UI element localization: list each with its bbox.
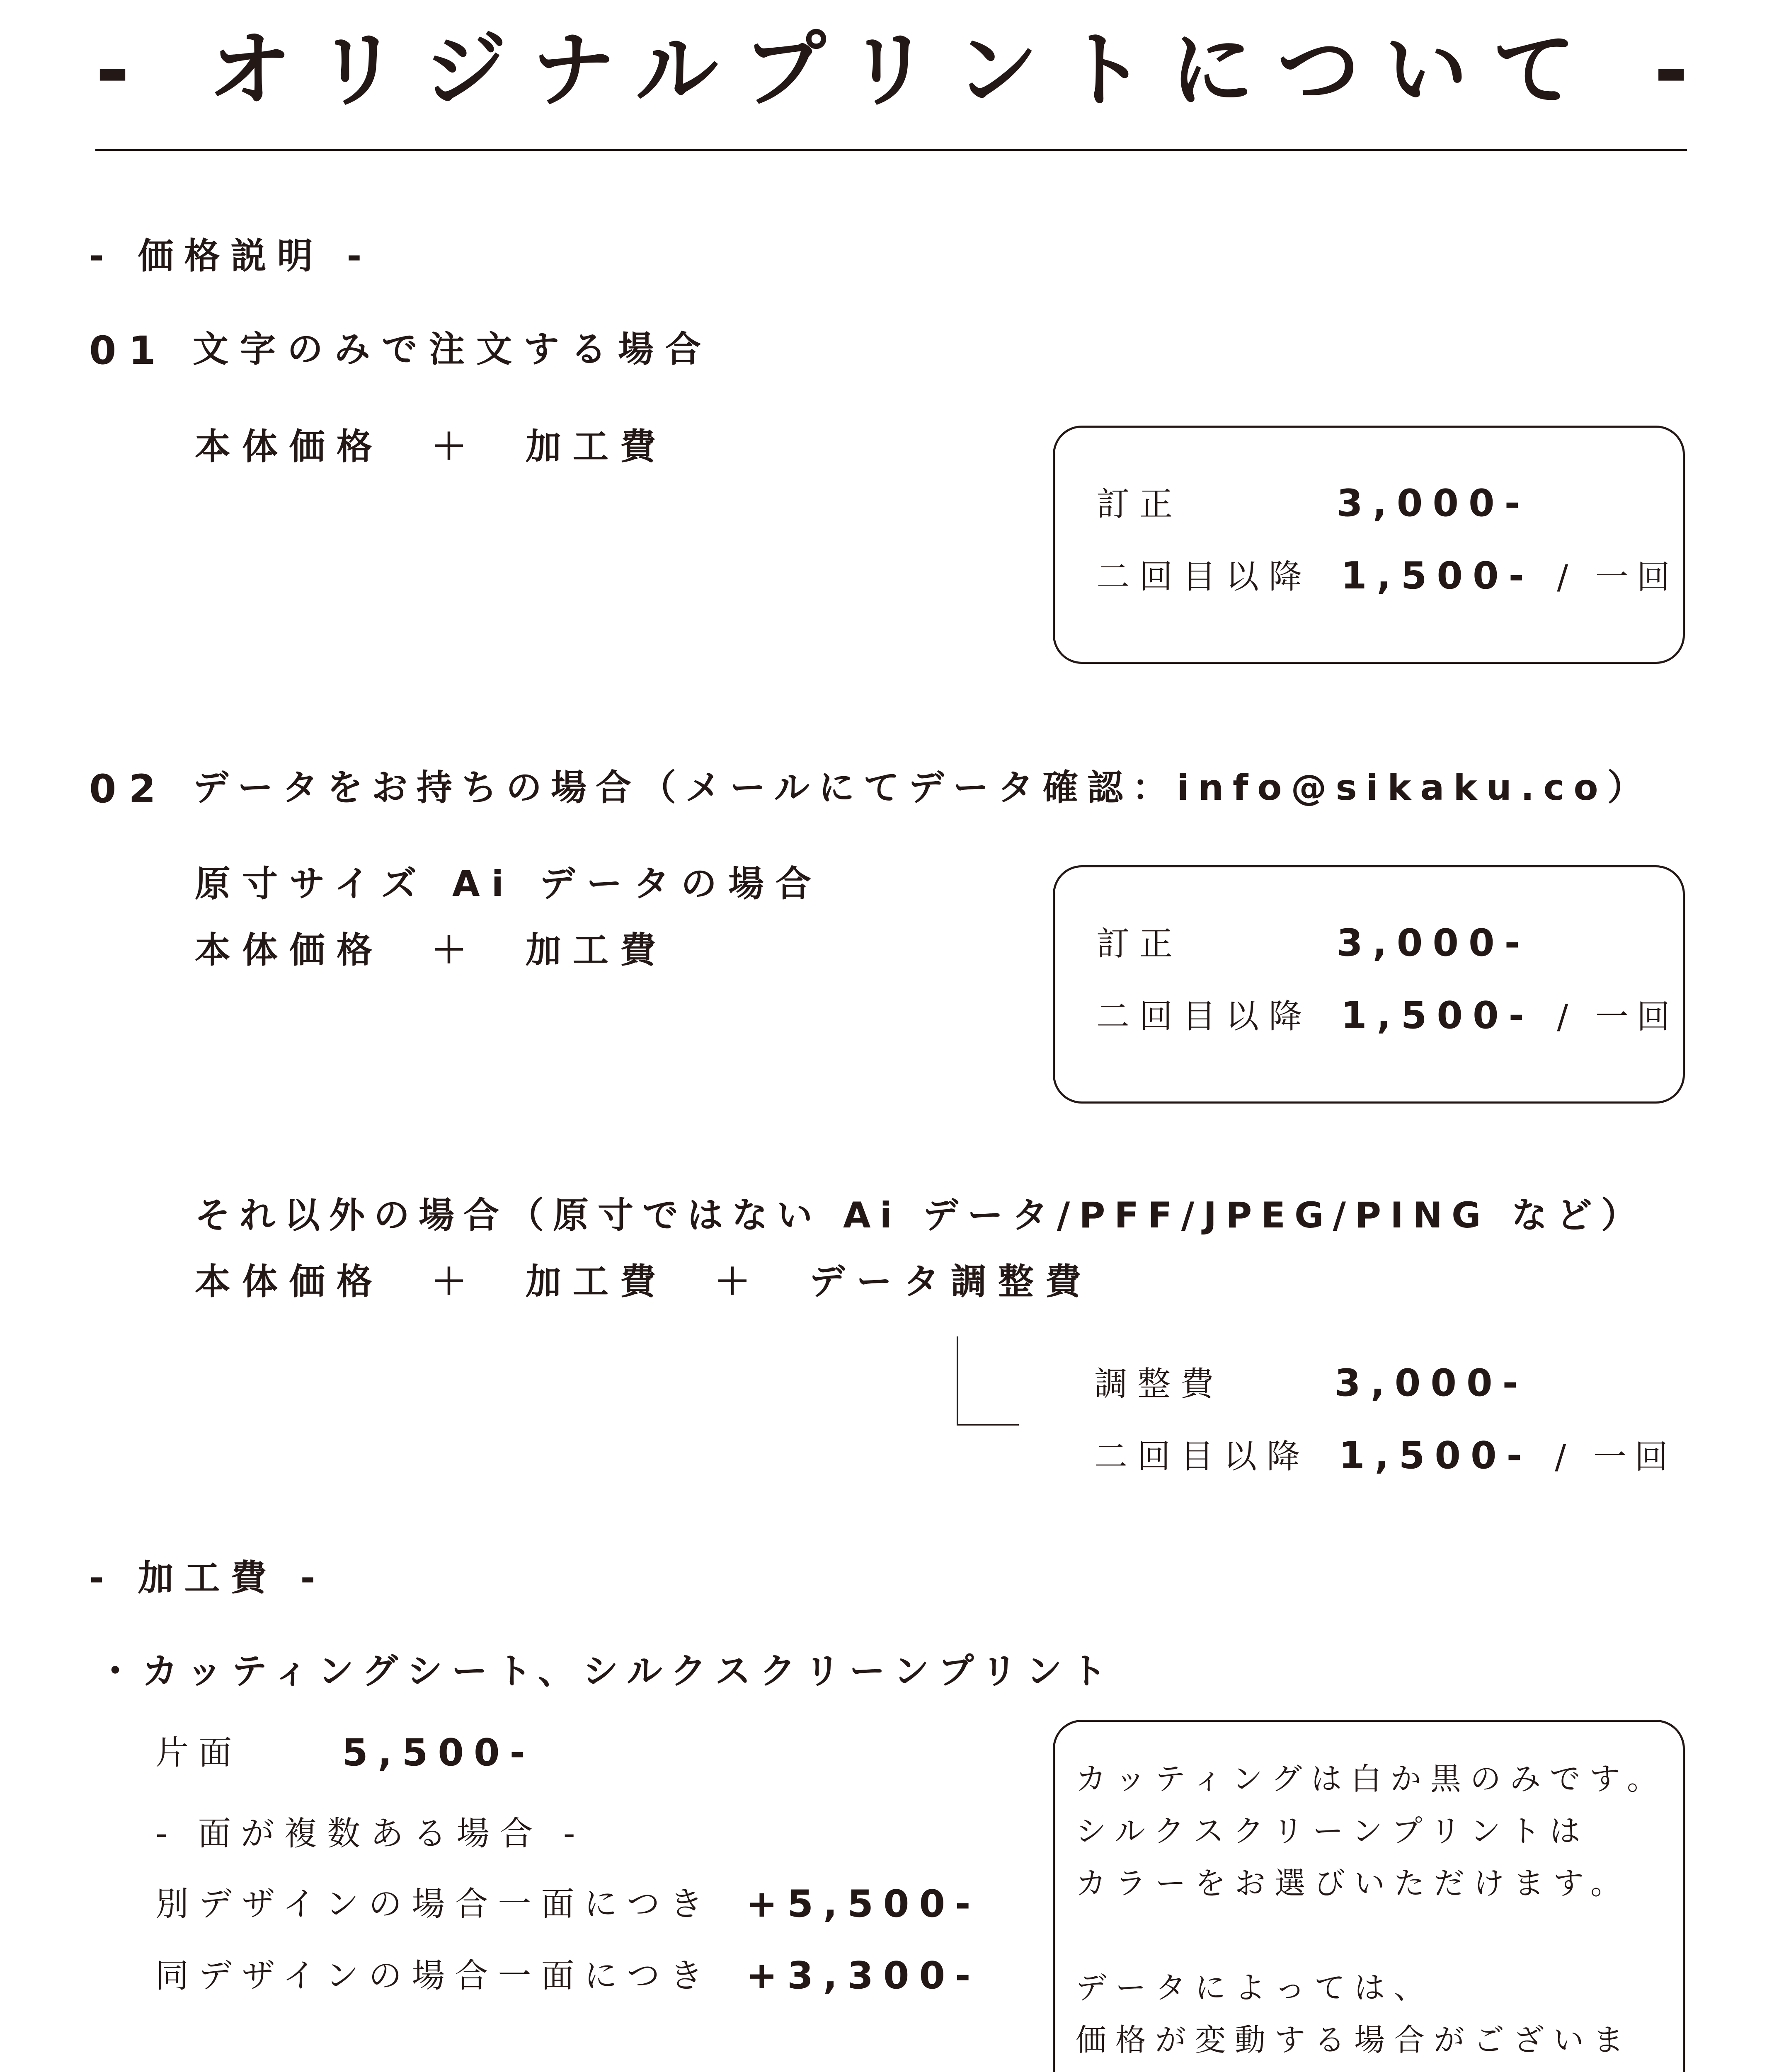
processing-note-text: カッティングは白か黒のみです。 シルクスクリーンプリントは カラーをお選びいただけます。 データによっては、 価格が変動する場合がございま — [1076, 1761, 1667, 2058]
item-02-subtitle-original-size: 原寸サイズ Ai データの場合 — [195, 863, 823, 905]
correction-price: 3,000- — [1337, 921, 1530, 965]
same-design-price: +3,300- — [746, 1954, 981, 1997]
adjust-repeat-label: 二回目以降 — [1094, 1437, 1310, 1476]
page-title: - オリジナルプリントについて - — [95, 22, 1714, 119]
different-design-label: 別デザインの場合一面につき — [155, 1885, 713, 1923]
correction-label: 訂正 — [1096, 925, 1183, 963]
item-02-formula-2: 本体価格 ＋ 加工費 ＋ データ調整費 — [195, 1261, 1093, 1302]
price-section-heading: - 価格説明 - — [89, 235, 373, 277]
cutting-silkscreen-title: ・カッティングシート、シルクスクリーンプリント — [97, 1651, 1116, 1692]
repeat-price: 1,500- / 一回 — [1341, 994, 1678, 1037]
multi-side-heading: - 面が複数ある場合 - — [155, 1814, 585, 1853]
correction-label: 訂正 — [1096, 485, 1183, 523]
item-02-title: データをお持ちの場合（メールにてデータ確認：info@sikaku.co） — [193, 767, 1652, 808]
processing-section-heading: - 加工費 - — [89, 1557, 326, 1599]
item-02-subtitle-other: それ以外の場合（原寸ではない Ai データ/PFF/JPEG/PING など） — [195, 1195, 1646, 1236]
connector-line — [957, 1336, 1019, 1426]
item-01-formula: 本体価格 ＋ 加工費 — [195, 426, 667, 467]
adjust-fee-price: 3,000- — [1335, 1361, 1528, 1405]
item-02-number: 02 — [89, 767, 168, 812]
one-side-label: 片面 — [155, 1733, 242, 1772]
adjust-fee-label: 調整費 — [1094, 1365, 1224, 1403]
one-side-price: 5,500- — [342, 1731, 536, 1774]
item-01-price-box — [1053, 426, 1685, 664]
same-design-label: 同デザインの場合一面につき — [155, 1956, 713, 1995]
correction-price: 3,000- — [1337, 482, 1530, 525]
title-divider — [95, 149, 1687, 151]
item-01-number: 01 — [89, 328, 168, 373]
repeat-label: 二回目以降 — [1096, 557, 1312, 596]
adjust-repeat-price: 1,500- / 一回 — [1339, 1434, 1676, 1477]
processing-note-box — [1053, 1720, 1685, 2072]
different-design-price: +5,500- — [746, 1882, 981, 1926]
repeat-label: 二回目以降 — [1096, 997, 1312, 1036]
repeat-price: 1,500- / 一回 — [1341, 554, 1678, 598]
item-02-formula-1: 本体価格 ＋ 加工費 — [195, 929, 667, 971]
item-02-price-box — [1053, 865, 1685, 1104]
item-01-title: 文字のみで注文する場合 — [193, 329, 713, 370]
